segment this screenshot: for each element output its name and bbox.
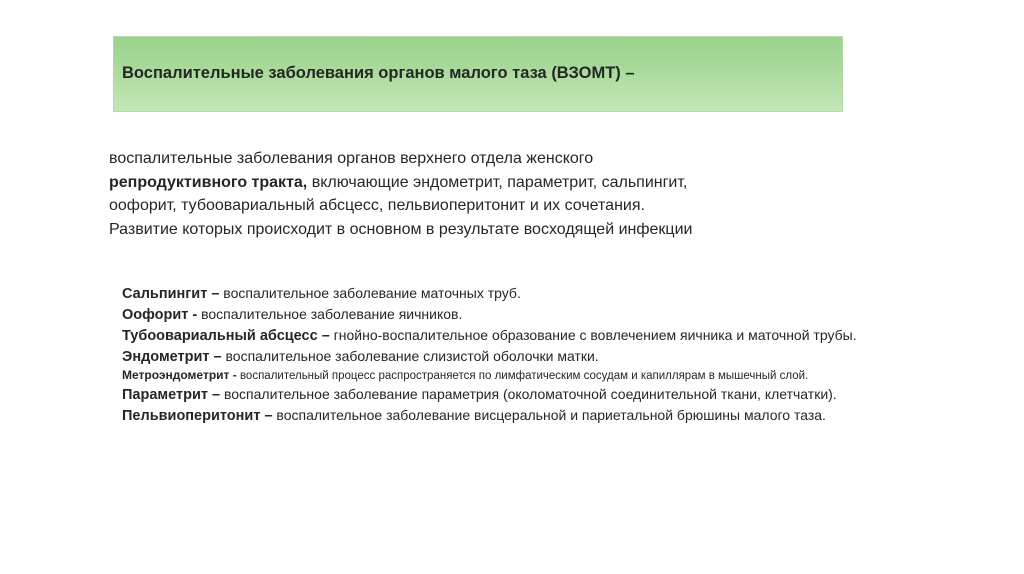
definition-text: воспалительное заболевание висцеральной и париетальной брюшины малого таза.: [272, 407, 826, 423]
definition-term: Параметрит –: [122, 387, 221, 403]
intro-bold-phrase: репродуктивного тракта,: [109, 173, 308, 191]
definition-term: Метроэндометрит -: [122, 368, 237, 382]
definition-text: воспалительное заболевание слизистой оболочки матки.: [221, 348, 599, 364]
definition-item: [122, 367, 922, 384]
page-title: Воспалительные заболевания органов малого таза (ВЗОМТ) –: [122, 64, 635, 82]
intro-paragraph: [109, 147, 869, 241]
definition-term: Тубоовариальный абсцесс –: [122, 328, 330, 344]
definition-item: [122, 283, 952, 304]
definition-text: воспалительное заболевание параметрия (околоматочной соединительной ткани, клетчатки).: [220, 386, 837, 402]
definition-text: воспалительное заболевание яичников.: [197, 306, 463, 322]
definition-item: [122, 304, 952, 325]
definition-text: воспалительное заболевание маточных труб.: [219, 285, 521, 301]
definitions-list: [122, 283, 952, 426]
intro-line: воспалительные заболевания органов верхнего отдела женского: [109, 150, 594, 167]
definition-item: [122, 384, 922, 405]
intro-line: оофорит, тубоовариальный абсцесс, пельвиоперитонит и их сочетания.: [109, 197, 645, 214]
intro-line: [109, 171, 869, 195]
definition-term: Оофорит -: [122, 307, 198, 323]
definition-item: [122, 346, 952, 367]
intro-line: Развитие которых происходит в основном в результате восходящей инфекции: [109, 220, 693, 238]
definition-term: Сальпингит –: [122, 286, 220, 302]
definition-item: [122, 325, 922, 346]
definition-text: воспалительный процесс распространяется по лимфатическим сосудам и капиллярам в мышечный слой.: [236, 370, 809, 382]
definition-term: Пельвиоперитонит –: [122, 408, 273, 424]
definition-text: гнойно-воспалительное образование с вовлечением яичника и маточной трубы.: [329, 327, 857, 343]
definition-item: [122, 405, 912, 426]
intro-text: включающие эндометрит, параметрит, сальпингит,: [307, 173, 688, 191]
definition-term: Эндометрит –: [122, 349, 222, 365]
